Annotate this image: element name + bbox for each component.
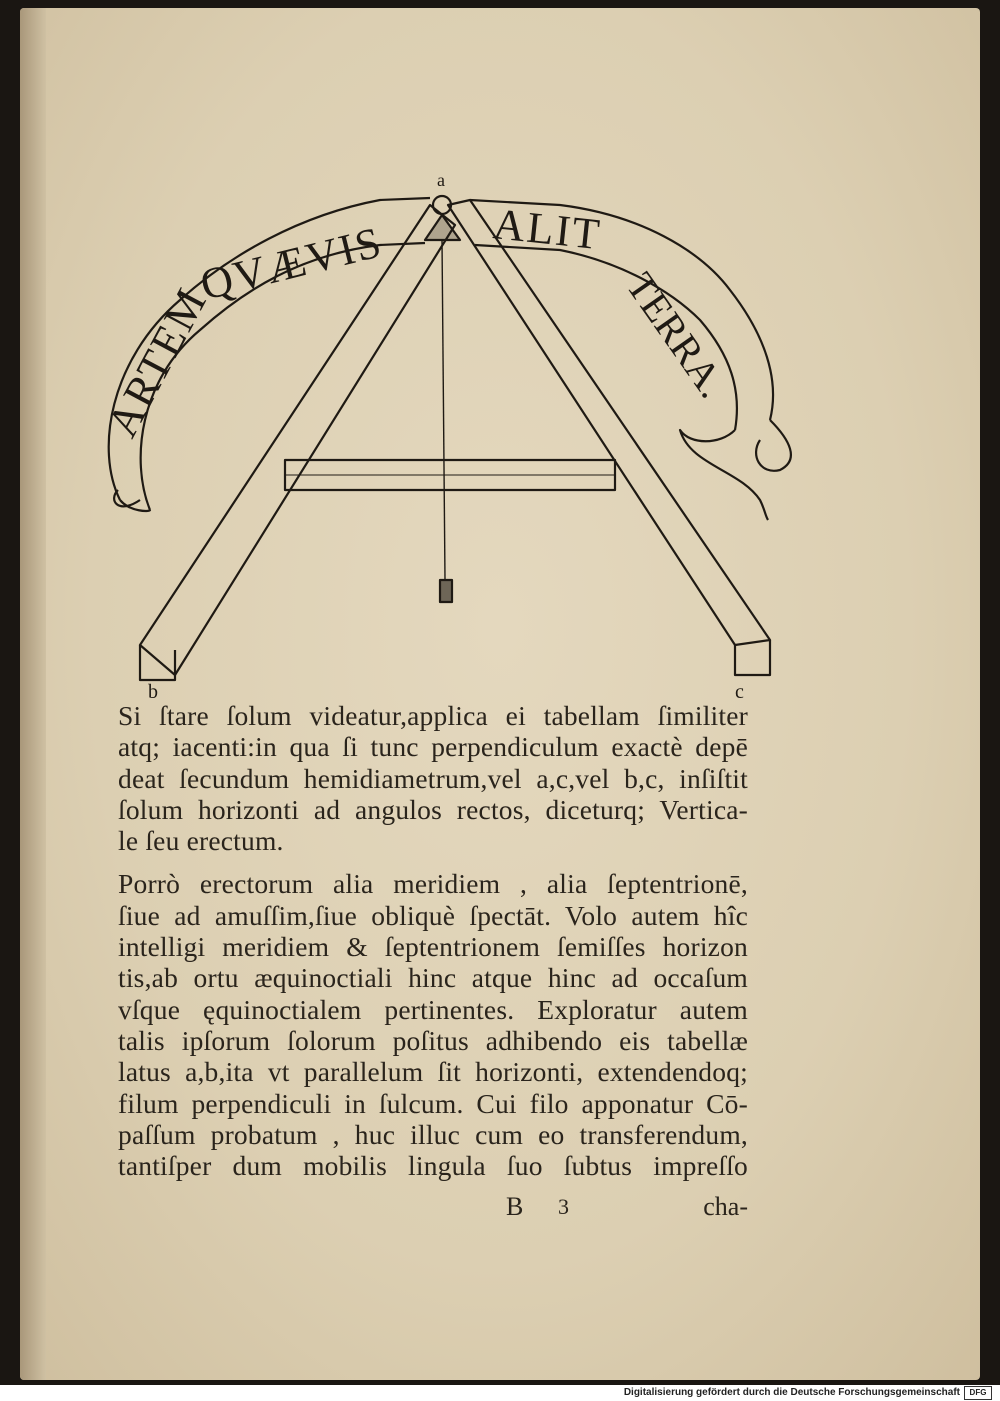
signature-mark: B xyxy=(506,1192,524,1221)
woodcut-illustration xyxy=(0,0,1000,700)
paragraph-2 xyxy=(118,868,748,1181)
banner-word-alit: ALIT xyxy=(490,199,604,260)
text-line: paſſum probatum , huc illuc cum eo transferendum, xyxy=(118,1118,748,1150)
text-line: deat ſecundum hemidiametrum,vel a,c,vel b,c, inſiſtit xyxy=(118,762,748,794)
text-line: tantiſper dum mobilis lingula ſuo ſubtus impreſſo xyxy=(118,1150,748,1182)
text-line: Porrò erectorum alia meridiem , alia ſeptentrionē, xyxy=(118,868,748,900)
text-line: Si ſtare ſolum videatur,applica ei tabellam ſimiliter xyxy=(118,700,748,731)
catchword: cha- xyxy=(703,1192,748,1221)
banner-word-artem: ARTEM xyxy=(97,279,217,445)
text-line: latus a,b,ita vt parallelum ſit horizonti, extendendoq; xyxy=(118,1056,748,1088)
text-line: vſque ęquinoctialem pertinentes. Exploratur autem xyxy=(118,993,748,1025)
page-footer xyxy=(118,1192,748,1224)
text-line: le ſeu erectum. xyxy=(118,825,284,857)
dfg-logo-icon: DFG xyxy=(964,1386,992,1400)
banner-word-quaevis: QVÆVIS xyxy=(195,217,388,310)
plumb-line xyxy=(442,240,445,580)
digitization-credit: Digitalisierung gefördert durch die Deutsche Forschungsgemeinschaft xyxy=(623,1387,960,1398)
text-line: ſolum horizonti ad angulos rectos, diceturq; Vertica- xyxy=(118,793,748,825)
plumb-bob xyxy=(440,580,452,602)
text-line: filum perpendiculi in ſulcum. Cui filo apponatur Cō- xyxy=(118,1087,748,1119)
paragraph-1 xyxy=(118,700,748,856)
text-line: atq; iacenti:in qua ſi tunc perpendiculum exactè depē xyxy=(118,731,748,763)
label-b: b xyxy=(148,681,158,700)
label-a: a xyxy=(437,170,445,190)
label-c: c xyxy=(735,681,744,700)
body-text xyxy=(118,700,748,1181)
page-number: 3 xyxy=(558,1194,569,1219)
text-line: intelligi meridiem & ſeptentrionem ſemiſſes horizon xyxy=(118,931,748,963)
banner-word-terra: TERRA. xyxy=(617,264,736,406)
text-line: ſiue ad amuſſim,ſiue obliquè ſpectāt. Volo autem hîc xyxy=(118,899,748,931)
text-line: tis,ab ortu æquinoctiali hinc atque hinc ad occaſum xyxy=(118,962,748,994)
right-leg xyxy=(448,200,770,645)
text-line: talis ipſorum ſolorum poſitus adhibendo eis tabellæ xyxy=(118,1024,748,1056)
